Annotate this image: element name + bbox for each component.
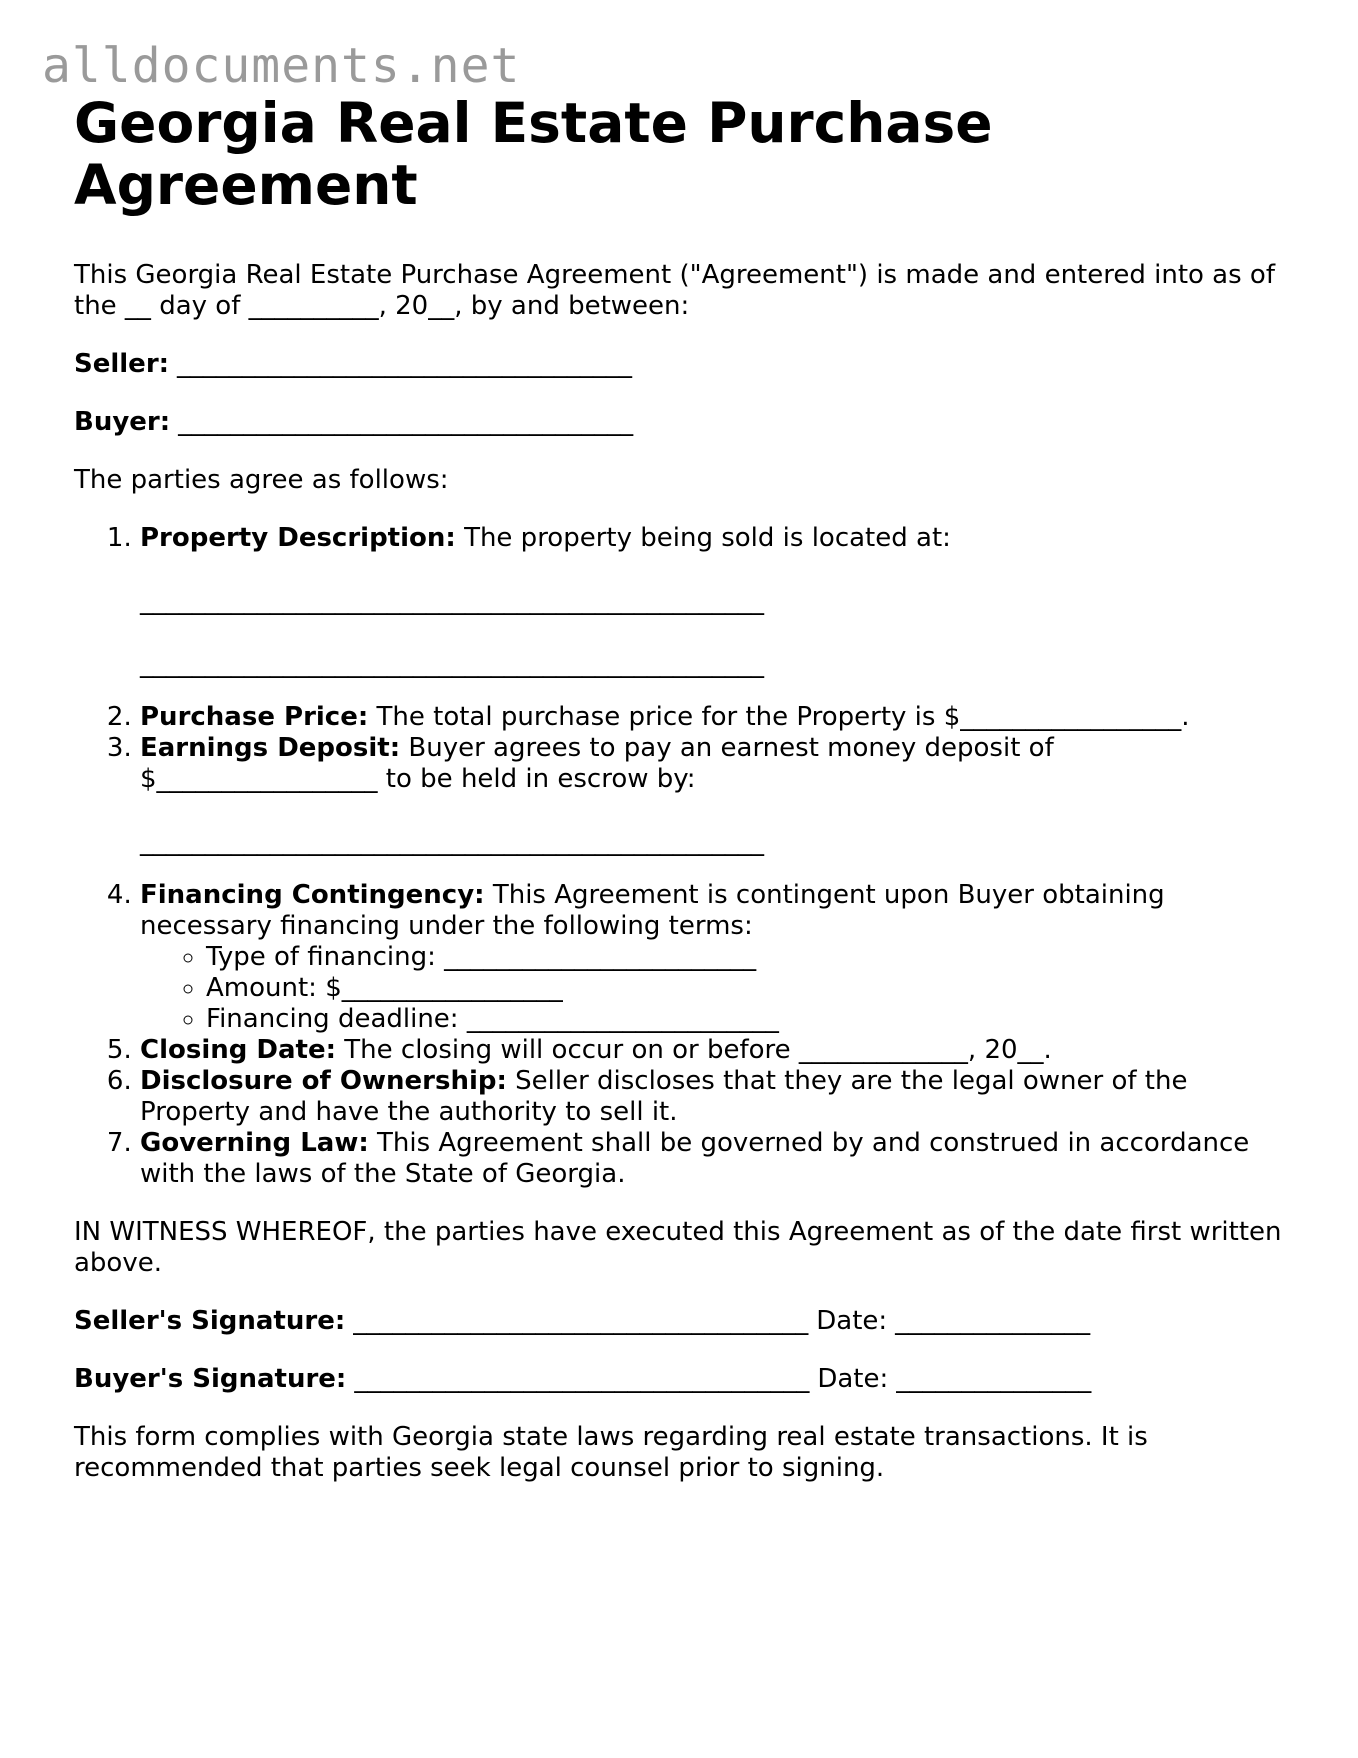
seller-signature-label: Seller's Signature:: [74, 1306, 346, 1336]
buyer-line: [74, 407, 1294, 438]
seller-signature-blank[interactable]: ___________________________________: [353, 1306, 809, 1336]
term-property-label: Property Description:: [140, 523, 456, 553]
term-financing-text: This Agreement is contingent upon Buyer obtaining necessary financing under the following terms:: [140, 880, 1165, 941]
financing-amount[interactable]: ◦ Amount: $_________________: [206, 973, 1294, 1004]
intro-paragraph: This Georgia Real Estate Purchase Agreement ("Agreement") is made and entered into as of the __ day of __________, 20__, by and between:: [74, 260, 1275, 321]
term-price: [140, 702, 1294, 733]
term-property-text: The property being sold is located at:: [464, 523, 951, 553]
buyer-blank[interactable]: ___________________________________: [178, 407, 634, 437]
term-closing-label: Closing Date:: [140, 1035, 337, 1065]
witness-paragraph: IN WITNESS WHEREOF, the parties have executed this Agreement as of the date first written above.: [74, 1217, 1282, 1278]
financing-terms-list: [140, 942, 1294, 1035]
buyer-date-blank[interactable]: _______________: [896, 1364, 1092, 1394]
term-deposit-text: Buyer agrees to pay an earnest money deposit of $_________________ to be held in escrow by:: [140, 733, 1054, 794]
financing-type[interactable]: ◦ Type of financing: ________________________: [206, 942, 1294, 973]
buyer-date-label: Date:: [817, 1364, 889, 1394]
watermark: alldocuments.net: [42, 38, 521, 94]
escrow-holder-line[interactable]: ________________________________________________: [140, 827, 764, 857]
footer-notice: This form complies with Georgia state laws regarding real estate transactions. It is recommended that parties seek legal counsel prior to signing.: [74, 1422, 1148, 1483]
seller-line: [74, 349, 1294, 380]
seller-date-blank[interactable]: _______________: [895, 1306, 1091, 1336]
buyer-signature-line: [74, 1364, 1294, 1395]
term-law-label: Governing Law:: [140, 1128, 369, 1158]
term-financing: [140, 880, 1294, 1035]
buyer-signature-label: Buyer's Signature:: [74, 1364, 347, 1394]
terms-list: [74, 523, 1294, 1190]
buyer-label: Buyer:: [74, 407, 171, 437]
term-deposit: [140, 733, 1294, 858]
document: [74, 92, 1294, 1484]
page-title: Georgia Real Estate Purchase Agreement: [74, 91, 993, 217]
seller-blank[interactable]: ___________________________________: [177, 349, 633, 379]
agree-text: The parties agree as follows:: [74, 465, 449, 495]
term-deposit-label: Earnings Deposit:: [140, 733, 401, 763]
financing-deadline[interactable]: ◦ Financing deadline: ________________________: [206, 1004, 1294, 1035]
term-financing-label: Financing Contingency:: [140, 880, 485, 910]
term-closing-text: The closing will occur on or before _____________, 20__.: [344, 1035, 1052, 1065]
property-address-line-1[interactable]: ________________________________________________: [140, 586, 764, 616]
buyer-signature-blank[interactable]: ___________________________________: [354, 1364, 810, 1394]
term-price-label: Purchase Price:: [140, 702, 369, 732]
term-ownership: [140, 1066, 1294, 1128]
term-law-text: This Agreement shall be governed by and construed in accordance with the laws of the State of Georgia.: [140, 1128, 1250, 1189]
term-ownership-text: Seller discloses that they are the legal owner of the Property and have the authority to sell it.: [140, 1066, 1188, 1127]
term-ownership-label: Disclosure of Ownership:: [140, 1066, 507, 1096]
term-price-text: The total purchase price for the Property is $_________________.: [376, 702, 1190, 732]
term-closing: [140, 1035, 1294, 1066]
term-property: [140, 523, 1294, 680]
term-law: [140, 1128, 1294, 1190]
seller-label: Seller:: [74, 349, 170, 379]
property-address-line-2[interactable]: ________________________________________________: [140, 649, 764, 679]
seller-date-label: Date:: [816, 1306, 888, 1336]
seller-signature-line: [74, 1306, 1294, 1337]
